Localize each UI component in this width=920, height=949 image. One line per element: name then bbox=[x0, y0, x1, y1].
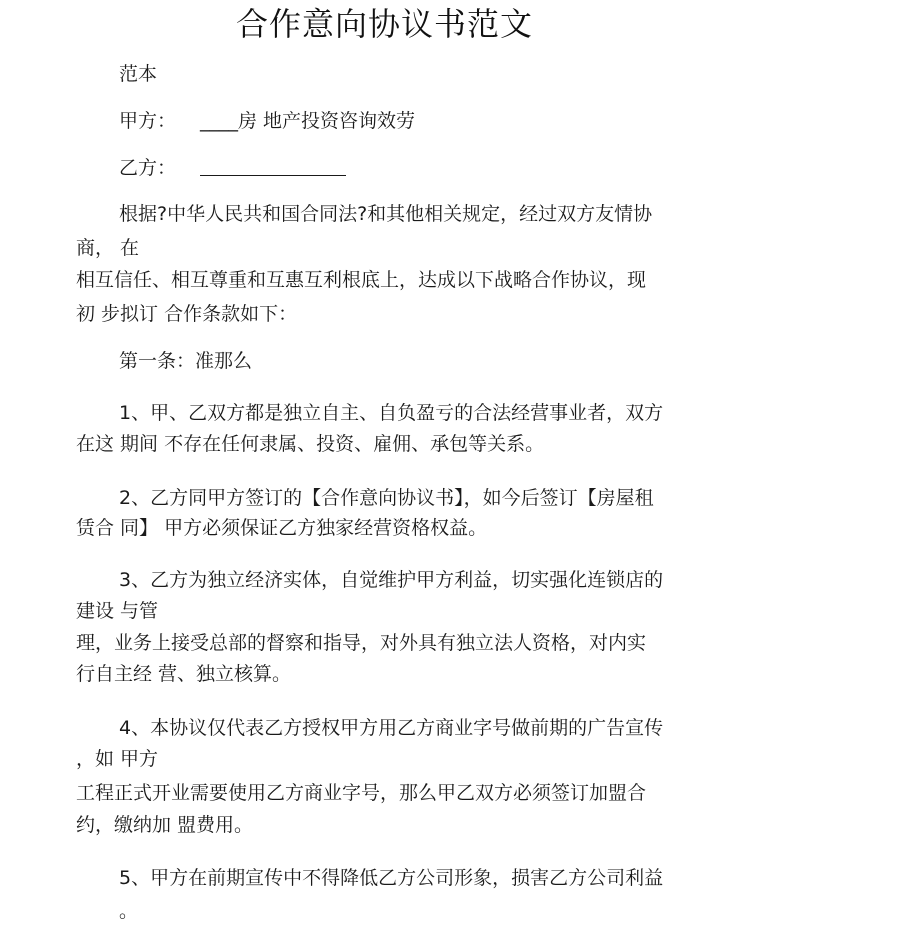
party-b-label: 乙方： bbox=[119, 157, 177, 179]
clause-line: 工程正式开业需要使用乙方商业字号，那么甲乙双方必须签订加盟合 bbox=[76, 782, 647, 804]
intro-line: 商， 在 bbox=[76, 237, 140, 259]
party-a-label: 甲方： bbox=[119, 110, 177, 132]
clause-line: 2、乙方同甲方签订的【合作意向协议书】，如今后签订【房屋租 bbox=[119, 487, 654, 509]
intro-line: 初 步拟订 合作条款如下： bbox=[76, 303, 298, 325]
intro-line: 根据?中华人民共和国合同法?和其他相关规定，经过双方友情协 bbox=[119, 203, 653, 225]
clause-line: 3、乙方为独立经济实体，自觉维护甲方利益，切实强化连锁店的 bbox=[119, 569, 664, 591]
clause-line: 4、本协议仅代表乙方授权甲方用乙方商业字号做前期的广告宣传 bbox=[119, 717, 664, 739]
clause-line: 1、甲、乙双方都是独立自主、自负盈亏的合法经营事业者，双方 bbox=[119, 402, 664, 424]
clause-line: 理，业务上接受总部的督察和指导，对外具有独立法人资格，对内实 bbox=[76, 632, 647, 654]
party-b-blank bbox=[200, 157, 346, 176]
party-a-blank: ____ bbox=[200, 110, 239, 132]
article-heading: 第一条：准那么 bbox=[119, 350, 253, 372]
clause-line: 行自主经 营、独立核算。 bbox=[76, 663, 292, 685]
clause-line: 在这 期间 不存在任何隶属、投资、雇佣、承包等关系。 bbox=[76, 433, 545, 455]
clause-line: ，如 甲方 bbox=[76, 748, 159, 770]
party-a-name: 房 地产投资咨询效劳 bbox=[238, 110, 416, 132]
clause-line: 建设 与管 bbox=[76, 600, 159, 622]
clause-line: 赁合 同】 甲方必须保证乙方独家经营资格权益。 bbox=[76, 517, 488, 539]
intro-line: 相互信任、相互尊重和互惠互利根底上，达成以下战略合作协议，现 bbox=[76, 269, 647, 291]
party-a-line bbox=[119, 108, 415, 134]
clause-line: 约，缴纳加 盟费用。 bbox=[76, 814, 254, 836]
document-label: 范本 bbox=[119, 63, 158, 85]
party-b-line bbox=[119, 155, 346, 181]
clause-line: 。 bbox=[119, 900, 139, 922]
clause-line: 5、甲方在前期宣传中不得降低乙方公司形象，损害乙方公司利益 bbox=[119, 867, 664, 889]
document-title: 合作意向协议书范文 bbox=[236, 5, 534, 43]
